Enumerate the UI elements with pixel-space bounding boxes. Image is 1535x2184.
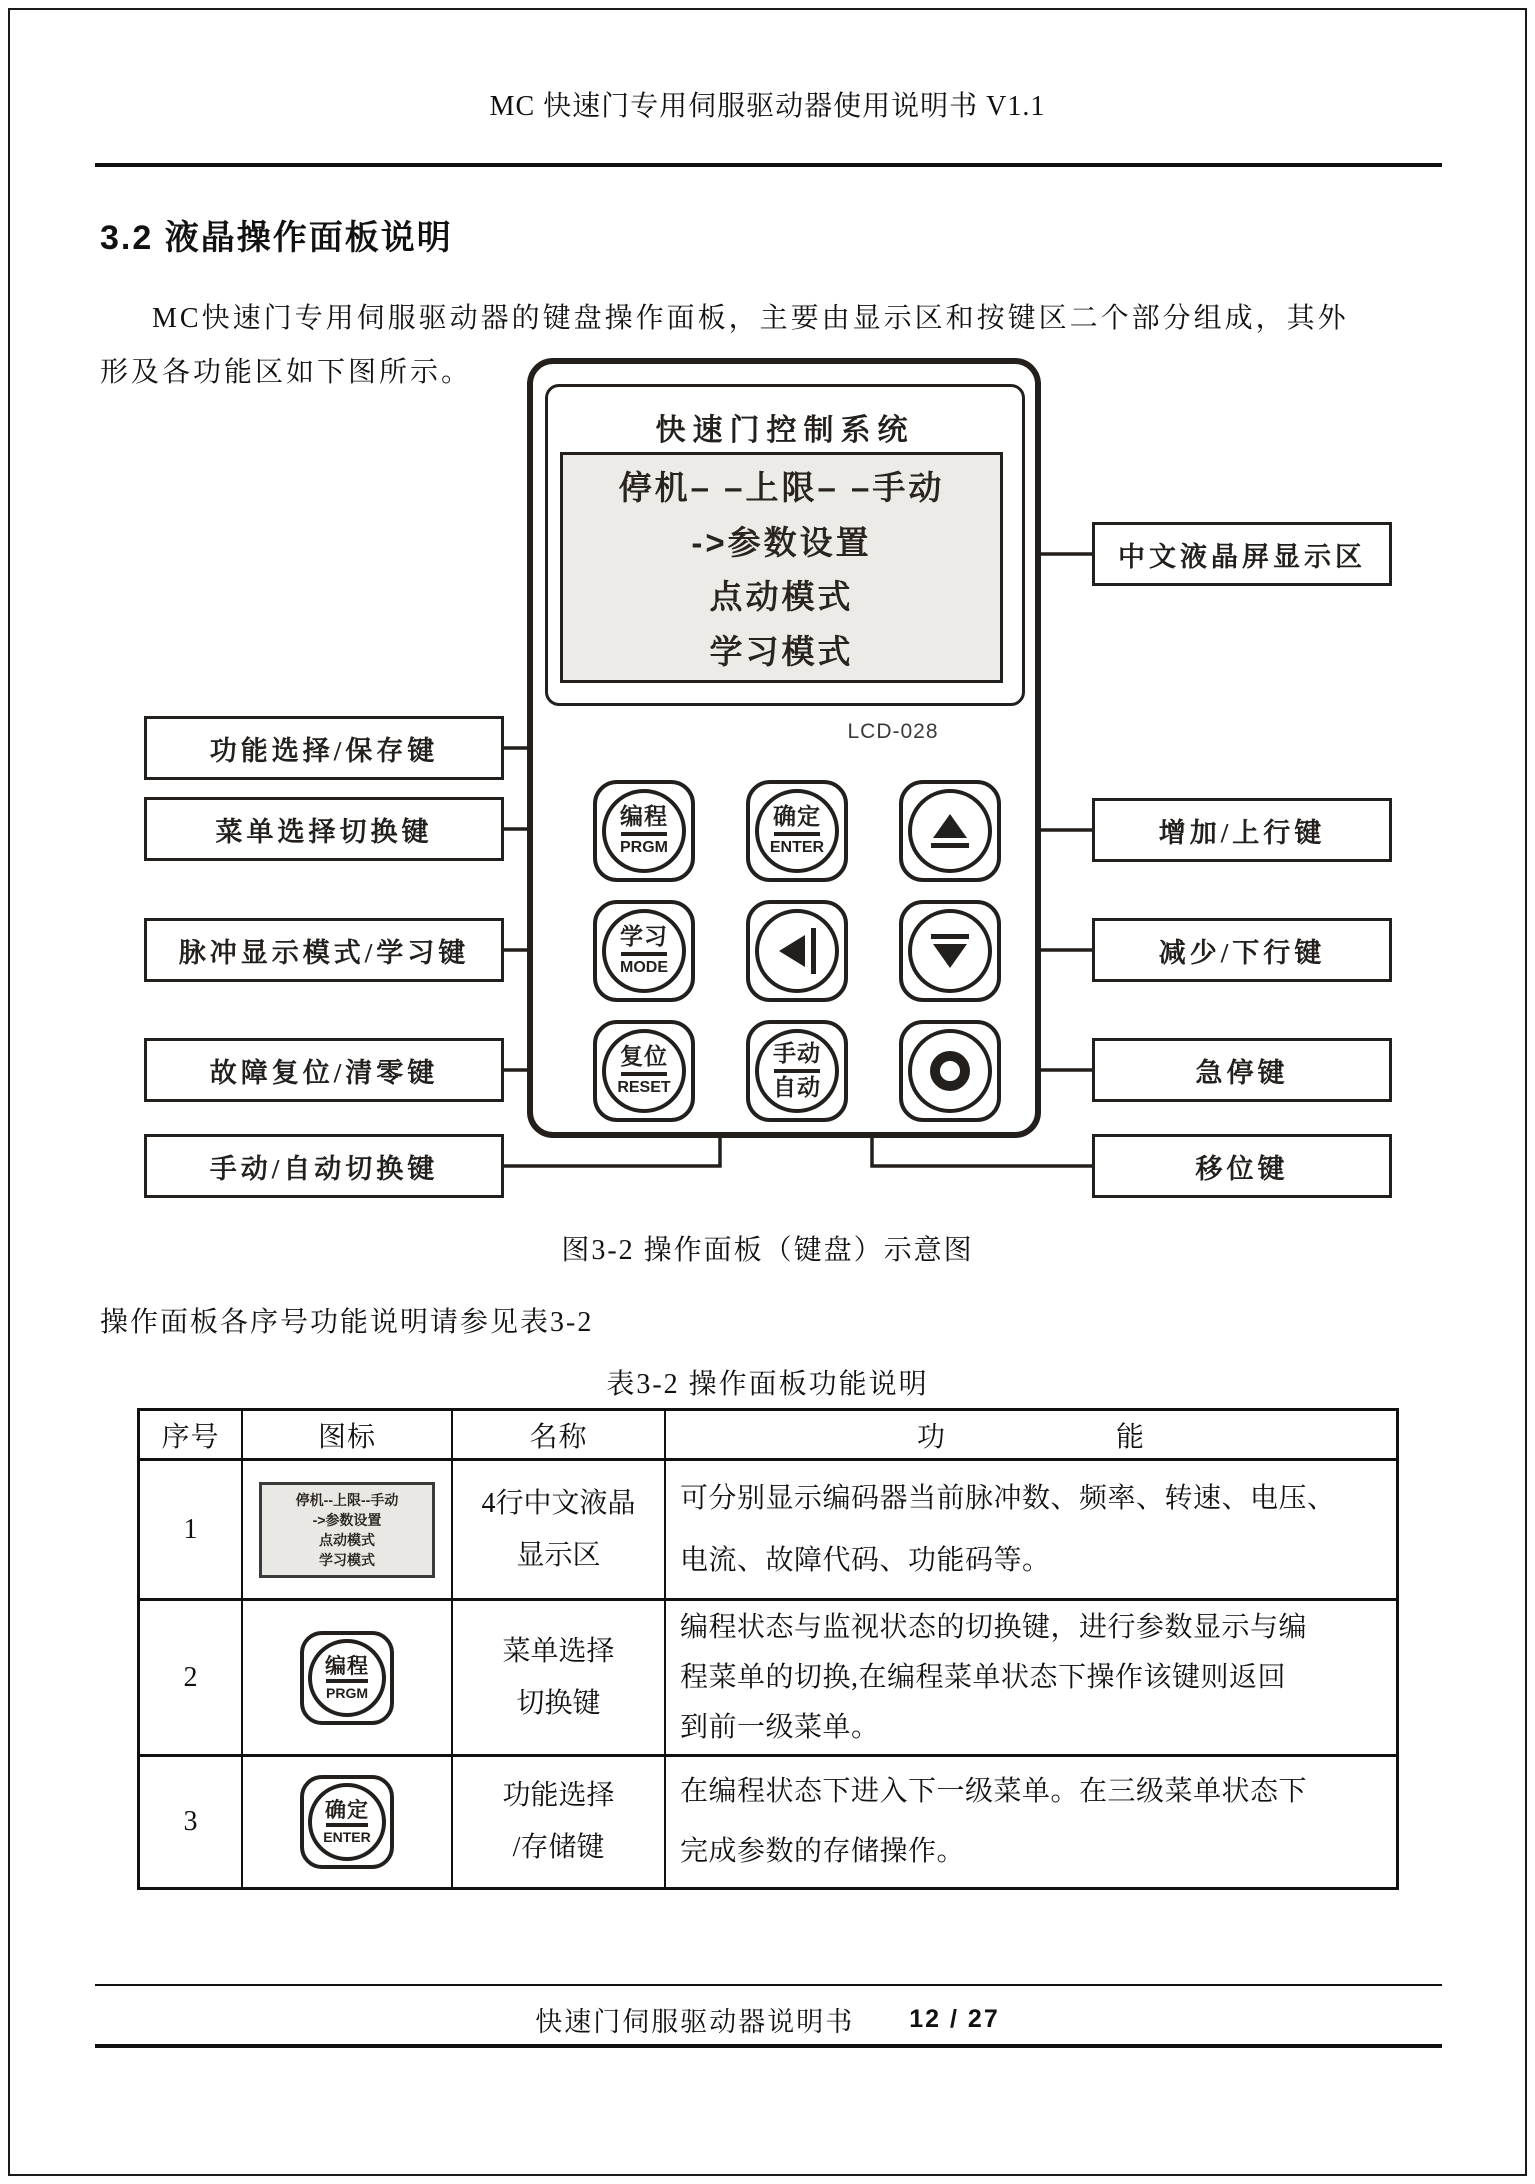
prgm-button-icon: 编程 PRGM	[300, 1631, 394, 1725]
col-header-icon: 图标	[243, 1411, 453, 1461]
mode-button	[593, 900, 695, 1002]
callout-menu-switch-key: 菜单选择切换键	[144, 797, 504, 861]
callout-lcd-display-area: 中文液晶屏显示区	[1092, 522, 1392, 586]
callout-manual-auto-key: 手动/自动切换键	[144, 1134, 504, 1198]
row2-no: 2	[140, 1601, 243, 1757]
col-header-name: 名称	[453, 1411, 666, 1461]
footer-rule-bottom	[95, 2044, 1442, 2048]
table-reference-text: 操作面板各序号功能说明请参见表3-2	[100, 1307, 594, 1338]
intro-paragraph-line1: MC快速门专用伺服驱动器的键盘操作面板，主要由显示区和按键区二个部分组成，其外	[152, 303, 1349, 334]
estop-button	[899, 1020, 1001, 1122]
header-title: MC 快速门专用伺服驱动器使用说明书 V1.1	[489, 91, 1046, 122]
footer	[0, 2000, 1535, 2039]
mini-lcd-icon: 停机--上限--手动 ->参数设置 点动模式 学习模式	[259, 1482, 435, 1578]
down-arrow-icon	[908, 909, 992, 993]
lcd-line-param-setting: ->参数设置	[691, 523, 872, 561]
display-title: 快速门控制系统	[655, 414, 915, 447]
control-panel	[527, 358, 1041, 1138]
row2-function: 编程状态与监视状态的切换键，进行参数显示与编 程菜单的切换,在编程菜单状态下操作该键则返回 到前一级菜单。	[666, 1601, 1396, 1757]
lcd-model-label: LCD-028	[847, 720, 939, 743]
estop-ring-icon	[908, 1029, 992, 1113]
eject-up-icon	[908, 789, 992, 873]
prgm-button-face: 编程 PRGM	[602, 789, 686, 873]
header-rule	[95, 163, 1442, 167]
up-button	[899, 780, 1001, 882]
footer-page-number: 12 / 27	[909, 2005, 1000, 2033]
prgm-button	[593, 780, 695, 882]
callout-shift-key: 移位键	[1092, 1134, 1392, 1198]
row1-function: 可分别显示编码器当前脉冲数、频率、转速、电压、 电流、故障代码、功能码等。	[666, 1461, 1396, 1601]
display-frame	[545, 384, 1025, 706]
enter-button-icon: 确定 ENTER	[300, 1775, 394, 1869]
callout-pulse-mode-learn-key: 脉冲显示模式/学习键	[144, 918, 504, 982]
reset-button	[593, 1020, 695, 1122]
reset-button-face: 复位 RESET	[602, 1029, 686, 1113]
manual-auto-button	[746, 1020, 848, 1122]
callout-decrease-down-key: 减少/下行键	[1092, 918, 1392, 982]
row3-name: 功能选择 /存储键	[453, 1757, 666, 1887]
callout-fault-reset-key: 故障复位/清零键	[144, 1038, 504, 1102]
footer-doc-title: 快速门伺服驱动器说明书	[535, 2007, 855, 2037]
shift-left-icon	[755, 909, 839, 993]
section-title: 3.2 液晶操作面板说明	[100, 219, 453, 257]
row1-icon	[243, 1461, 453, 1601]
function-table	[137, 1408, 1399, 1890]
lcd-line-status: 停机– –上限– –手动	[618, 469, 945, 507]
figure-caption: 图3-2 操作面板（键盘）示意图	[561, 1235, 974, 1266]
mode-button-face: 学习 MODE	[602, 909, 686, 993]
lcd-line-jog-mode: 点动模式	[709, 578, 854, 616]
enter-button-face: 确定 ENTER	[755, 789, 839, 873]
col-header-function: 功 能	[666, 1411, 1396, 1461]
row2-name: 菜单选择 切换键	[453, 1601, 666, 1757]
callout-function-save-key: 功能选择/保存键	[144, 716, 504, 780]
col-header-no: 序号	[140, 1411, 243, 1461]
lcd-line-learn-mode: 学习模式	[709, 632, 854, 670]
callout-increase-up-key: 增加/上行键	[1092, 798, 1392, 862]
row3-no: 3	[140, 1757, 243, 1887]
table-title: 表3-2 操作面板功能说明	[606, 1369, 929, 1400]
manual-auto-button-face: 手动 自动	[755, 1029, 839, 1113]
intro-paragraph-line2: 形及各功能区如下图所示。	[100, 357, 473, 388]
row1-no: 1	[140, 1461, 243, 1601]
row1-name: 4行中文液晶 显示区	[453, 1461, 666, 1601]
down-button	[899, 900, 1001, 1002]
callout-estop-key: 急停键	[1092, 1038, 1392, 1102]
row3-function: 在编程状态下进入下一级菜单。在三级菜单状态下 完成参数的存储操作。	[680, 1776, 1308, 1867]
enter-button	[746, 780, 848, 882]
shift-button	[746, 900, 848, 1002]
row2-icon	[243, 1601, 453, 1757]
footer-rule-top	[95, 1984, 1442, 1986]
lcd-screen	[560, 452, 1003, 683]
row3-icon	[243, 1757, 453, 1887]
